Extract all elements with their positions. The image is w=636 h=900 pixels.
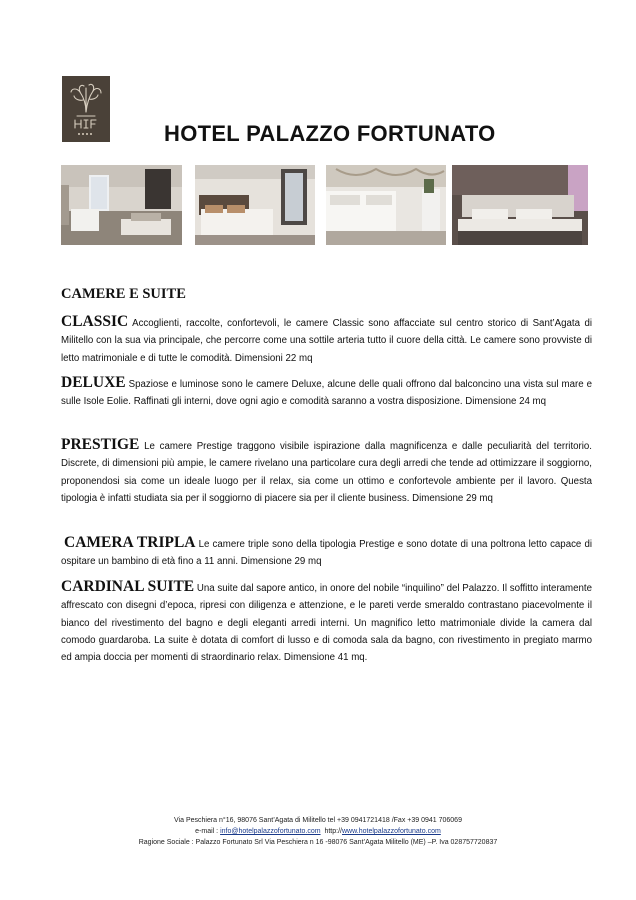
- page-title: HOTEL PALAZZO FORTUNATO: [164, 121, 496, 146]
- room-description: Spaziose e luminose sono le camere Deluxe, alcune delle quali offrono dal balconcino una vista sul mare e sulle Isole Eolie. Raffinati gli interni, dove ogni agio e comodità saranno a vostra disposizione. Dimensione 24 mq: [61, 379, 592, 408]
- page-footer: [0, 815, 636, 848]
- room-description: Le camere Prestige traggono visibile ispirazione dalla magnificenza e dalle peculiarità del territorio. Discrete, di dimensioni più ampie, le camere rivelano una particolare cura degli arredi che tende ad ottimizzare il soggiorno, proponendosi sia come un ideale luogo per il relax, sia come un ottimo e confortevole ambiente per il lavoro. Questa tipologia è infatti studiata sia per il soggiorno di piacere sia per il cliente business. Dimensione 29 mq: [61, 441, 592, 504]
- room-description: Una suite dal sapore antico, in onore del nobile “inquilino” del Palazzo. Il soffitto interamente affrescato con disegni d’epoca, ripresi con diligenza e attenzione, e le pareti verde smeraldo contrastano piacevolmente il bianco del rivestimento del bagno e degli eleganti arredi interni. Un magnifico letto matrimoniale divide la camera dal comodo guardaroba. La suite è dotata di comfort di lusso e di comoda sala da bagno, con rivestimento in pregiato marmo ed ampia doccia per momenti di straordinario relax. Dimensione 41 mq.: [61, 583, 592, 664]
- footer-web-label: http://: [324, 828, 342, 835]
- living-room-photo-icon: [61, 165, 182, 245]
- section-heading: CAMERE E SUITE: [61, 286, 186, 302]
- room-name: CAMERA TRIPLA: [64, 534, 196, 551]
- footer-email-link[interactable]: info@hotelpalazzofortunato.com: [220, 828, 321, 835]
- room-name: CARDINAL SUITE: [61, 578, 195, 595]
- footer-web-link[interactable]: www.hotelpalazzofortunato.com: [341, 828, 441, 835]
- room-camera-tripla: [61, 534, 592, 571]
- room-name: CLASSIC: [61, 313, 129, 330]
- room-description: Le camere triple sono della tipologia Prestige e sono dotate di una poltrona letto capace di ospitare un bambino di età fino a 11 anni. Dimensione 29 mq: [61, 539, 592, 568]
- room-deluxe: [61, 374, 592, 411]
- room-name: DELUXE: [61, 374, 126, 391]
- room-description: Accoglienti, raccolte, confortevoli, le camere Classic sono affacciate sul centro storico di Sant’Agata di Militello con la sua via principale, che percorre come una sottile arteria tutto il cuore della città. Le camere sono provviste di letto matrimoniale e di tutte le comodità. Dimensioni 22 mq: [61, 318, 592, 364]
- double-bed-photo-icon: [452, 165, 588, 245]
- hotel-crest-logo-icon: [62, 76, 110, 142]
- room-prestige: [61, 436, 592, 507]
- room-cardinal-suite: [61, 578, 592, 666]
- footer-contacts: [0, 826, 636, 837]
- footer-email-label: e-mail :: [195, 828, 221, 835]
- room-name: PRESTIGE: [61, 436, 140, 453]
- frescoed-room-photo-icon: [326, 165, 446, 245]
- bedroom-photo-icon: [195, 165, 315, 245]
- footer-address: Via Peschiera n°16, 98076 Sant’Agata di Militello tel +39 0941721418 /Fax +39 0941 706069: [174, 817, 462, 824]
- footer-company: Ragione Sociale : Palazzo Fortunato Srl Via Peschiera n 16 -98076 Sant’Agata Militello (ME) –P. Iva 028757720837: [138, 839, 498, 846]
- room-classic: [61, 313, 592, 367]
